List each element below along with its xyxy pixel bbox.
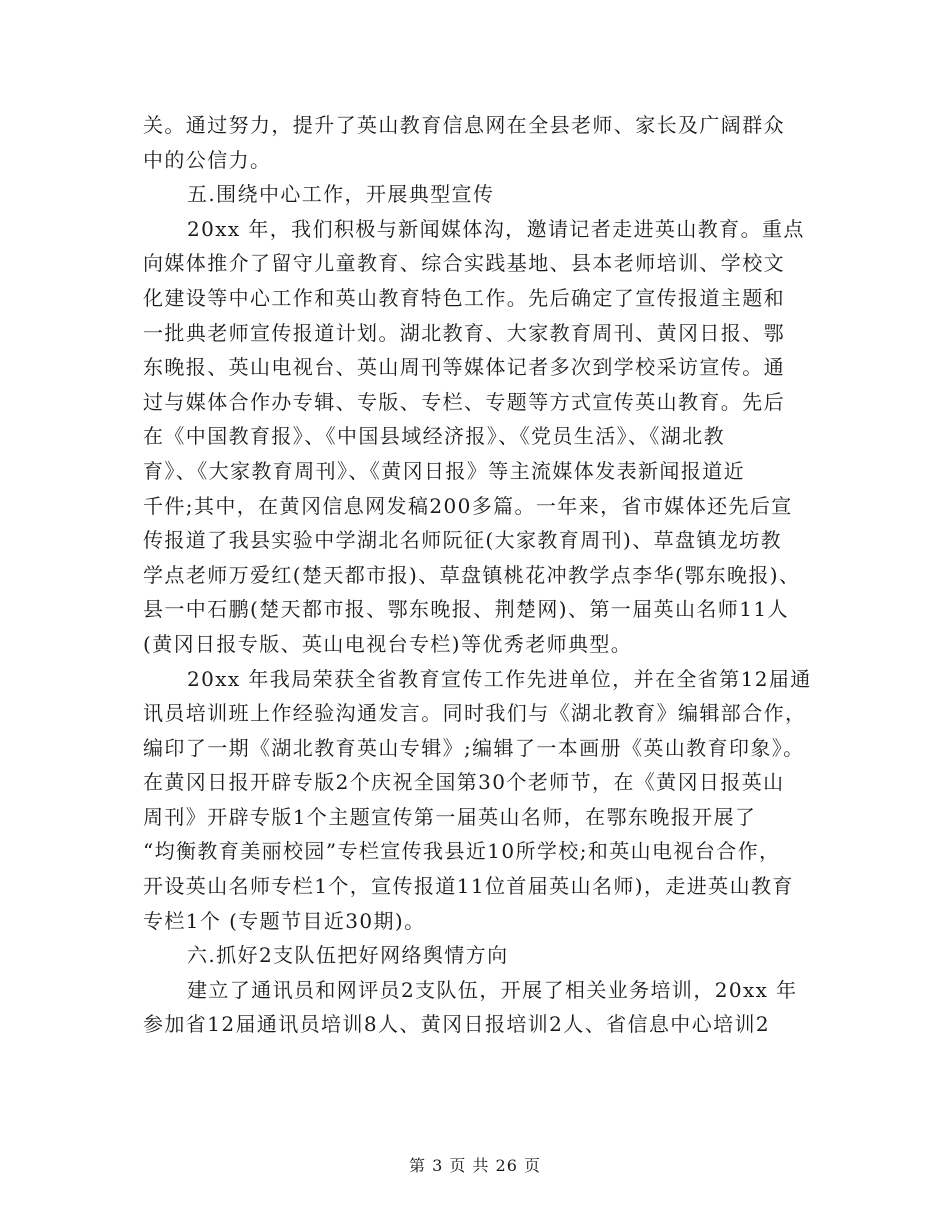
paragraph-start: 20xx 年我局荣获全省教育宣传工作先进单位，并在全省第12届通 xyxy=(187,666,812,691)
text-line: (黄冈日报专版、英山电视台专栏)等优秀老师典型。 xyxy=(143,631,633,656)
text-line: 编印了一期《湖北教育英山专辑》;编辑了一本画册《英山教育印象》。 xyxy=(143,735,805,760)
text-line: 讯员培训班上作经验沟通发言。同时我们与《湖北教育》编辑部合作， xyxy=(143,701,807,726)
page-number-footer: 第 3 页 共 26 页 xyxy=(409,1156,541,1175)
section-heading: 五.围绕中心工作，开展典型宣传 xyxy=(187,182,495,207)
paragraph-start: 20xx 年，我们积极与新闻媒体沟，邀请记者走进英山教育。重点 xyxy=(187,216,805,241)
text-line: 学点老师万爱红(楚天都市报)、草盘镇桃花冲教学点李华(鄂东晚报)、 xyxy=(143,562,801,587)
text-line: “均衡教育美丽校园”专栏宣传我县近10所学校;和英山电视台合作， xyxy=(143,839,781,864)
text-line: 中的公信力。 xyxy=(143,147,272,172)
text-line: 专栏1个 (专题节目近30期)。 xyxy=(143,908,426,933)
section-heading: 六.抓好2支队伍把好网络舆情方向 xyxy=(187,943,509,968)
text-line: 东晚报、英山电视台、英山周刊等媒体记者多次到学校采访宣传。通 xyxy=(143,355,785,380)
text-line: 千件;其中，在黄冈信息网发稿200多篇。一年来，省市媒体还先后宣 xyxy=(143,493,793,518)
paragraph-start: 建立了通讯员和网评员2支队伍，开展了相关业务培训，20xx 年 xyxy=(187,977,798,1002)
text-line: 在《中国教育报》、《中国县域经济报》、《党员生活》、《湖北教 xyxy=(143,424,725,449)
body-text xyxy=(143,108,818,1042)
text-line: 周刊》开辟专版1个主题宣传第一届英山名师，在鄂东晚报开展了 xyxy=(143,804,757,829)
text-line: 在黄冈日报开辟专版2个庆祝全国第30个老师节，在《黄冈日报英山 xyxy=(143,770,785,795)
text-line: 传报道了我县实验中学湖北名师阮征(大家教育周刊)、草盘镇龙坊教 xyxy=(143,528,783,553)
text-line: 关。通过努力，提升了英山教育信息网在全县老师、家长及广阔群众 xyxy=(143,113,785,137)
text-line: 过与媒体合作办专辑、专版、专栏、专题等方式宣传英山教育。先后 xyxy=(143,389,785,414)
text-line: 参加省12届通讯员培训8人、黄冈日报培训2人、省信息中心培训2 xyxy=(143,1012,771,1037)
text-line: 育》、《大家教育周刊》、《黄冈日报》等主流媒体发表新闻报道近 xyxy=(143,458,745,483)
text-line: 开设英山名师专栏1个，宣传报道11位首届英山名师)，走进英山教育 xyxy=(143,874,794,899)
text-line: 向媒体推介了留守儿童教育、综合实践基地、县本老师培训、学校文 xyxy=(143,251,785,276)
text-line: 化建设等中心工作和英山教育特色工作。先后确定了宣传报道主题和 xyxy=(143,285,785,310)
text-line: 县一中石鹏(楚天都市报、鄂东晚报、荆楚网)、第一届英山名师11人 xyxy=(143,597,789,622)
text-line: 一批典老师宣传报道计划。湖北教育、大家教育周刊、黄冈日报、鄂 xyxy=(143,320,785,345)
